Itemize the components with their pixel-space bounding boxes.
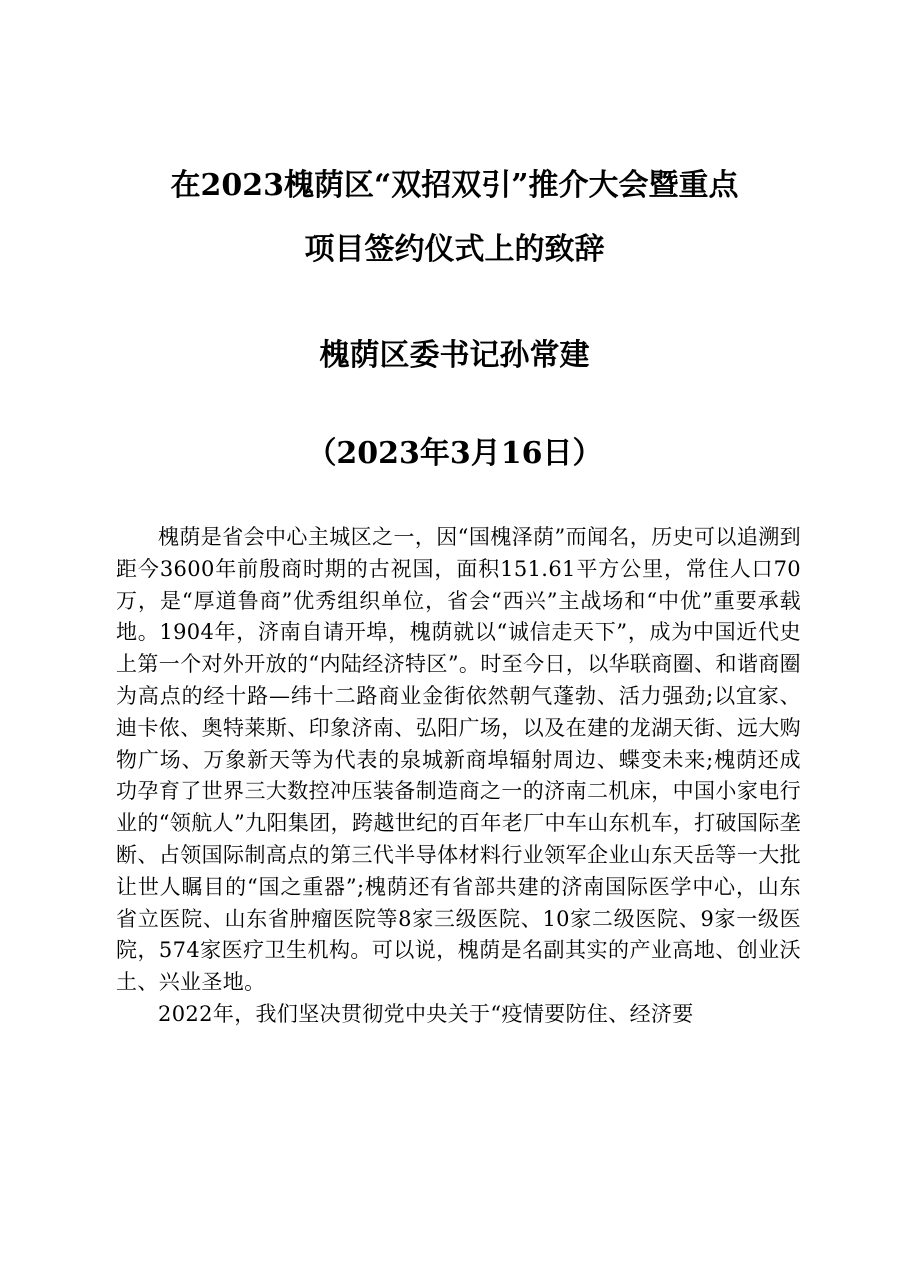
paragraph-1: 槐荫是省会中心主城区之一，因“国槐泽荫”而闻名，历史可以追溯到距今3600年前殷商时期的古祝国，面积151.61平方公里，常住人口70万，是“厚道鲁商”优秀组织单位，省会“西兴”主战场和“中优”重要承载地。1904年，济南自请开埠，槐荫就以“诚信走天下”，成为中国近代史上第一个对外开放的“内陆经济特区”。时至今日，以华联商圈、和谐商圈为高点的经十路—纬十二路商业金街依然朝气蓬勃、活力强劲;以宜家、迪卡侬、奥特莱斯、印象济南、弘阳广场，以及在建的龙湖天街、远大购物广场、万象新天等为代表的泉城新商埠辐射周边、蝶变未来;槐荫还成功孕育了世界三大数控冲压装备制造商之一的济南二机床，中国小家电行业的“领航人”九阳集团，跨越世纪的百年老厂中车山东机车，打破国际垄断、占领国际制高点的第三代半导体材料行业领军企业山东天岳等一大批让世人瞩目的“国之重器”;槐荫还有省部共建的济南国际医学中心，山东省立医院、山东省肿瘤医院等8家三级医院、10家二级医院、9家一级医院，574家医疗卫生机构。可以说，槐荫是名副其实的产业高地、创业沃土、兴业圣地。 xyxy=(116,525,801,995)
speech-body xyxy=(116,522,801,1031)
paragraph-2: 2022年，我们坚决贯彻党中央关于“疫情要防住、经济要 xyxy=(158,1001,694,1026)
document-title-line-2: 项目签约仪式上的致辞 xyxy=(304,232,605,267)
speech-date: （2023年3月16日） xyxy=(306,436,603,471)
document-title-line-1: 在2023槐荫区“双招双引”推介大会暨重点 xyxy=(170,168,739,203)
speaker-name: 槐荫区委书记孙常建 xyxy=(319,338,590,373)
